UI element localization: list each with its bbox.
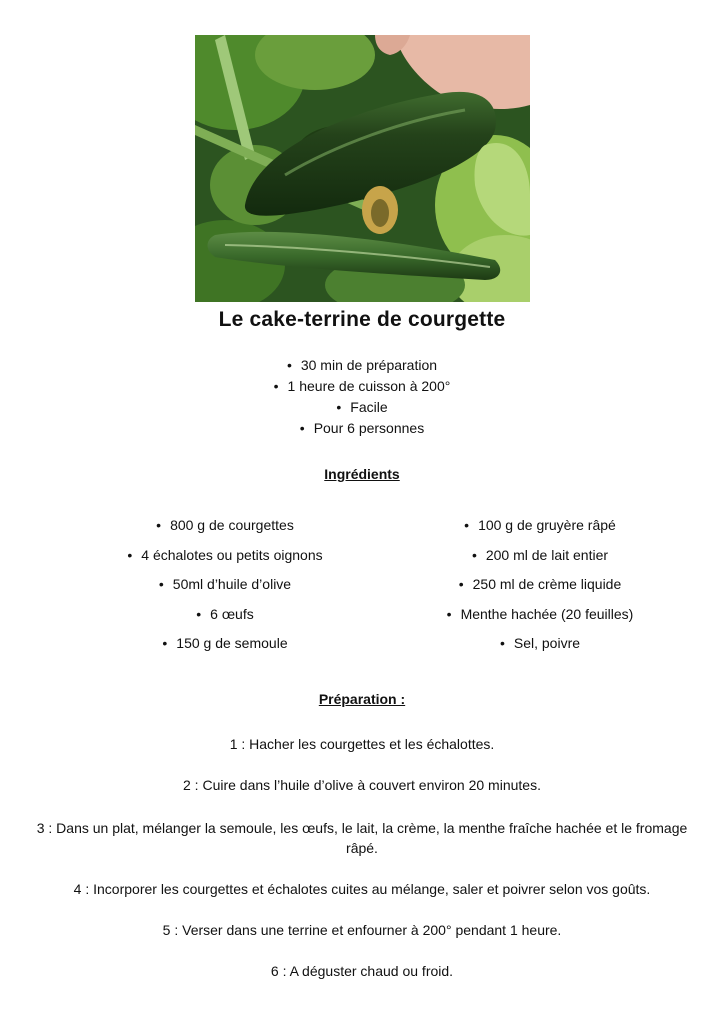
bullet-icon: • [499,635,505,651]
ingredient-text: 100 g de gruyère râpé [478,517,616,533]
recipe-info-list [0,355,724,439]
preparation-step-3: 3 : Dans un plat, mélanger la semoule, les œufs, le lait, la crème, la menthe fraîche hachée et le fromage râpé. [36,820,688,856]
info-item-prep-time [0,355,724,376]
info-item-servings [0,418,724,439]
ingredients-heading: Ingrédients [324,466,400,482]
ingredient-item [70,604,380,634]
ingredient-text: 800 g de courgettes [170,517,294,533]
bullet-icon: • [162,635,168,651]
bullet-icon: • [458,576,464,592]
ingredient-text: 150 g de semoule [176,635,288,651]
zucchini-photo [195,35,530,302]
ingredients-right-column [385,515,695,663]
ingredient-text: 250 ml de crème liquide [472,576,622,592]
ingredient-text: 4 échalotes ou petits oignons [141,546,323,563]
bullet-icon: • [158,576,164,592]
zucchini-photo-drawing [195,35,530,302]
ingredient-text: 200 ml de lait entier [485,546,609,563]
ingredient-item [385,574,695,604]
preparation-step-6: 6 : A déguster chaud ou froid. [270,963,454,979]
ingredients-left-column [70,515,380,663]
bullet-icon: • [286,357,292,373]
ingredient-item [70,633,380,663]
ingredient-item [385,515,695,545]
bullet-icon: • [464,517,470,533]
preparation-heading: Préparation : [318,691,406,707]
ingredient-item [385,604,695,634]
bullet-icon: • [471,546,477,563]
ingredient-item [70,574,380,604]
info-text: Facile [350,399,388,415]
preparation-step-4: 4 : Incorporer les courgettes et échalotes cuites au mélange, saler et poivrer selon vos goûts. [73,881,651,897]
info-text: 1 heure de cuisson à 200° [287,378,451,394]
bullet-icon: • [273,378,279,394]
ingredient-text: 50ml d’huile d’olive [172,576,292,592]
preparation-step-2: 2 : Cuire dans l’huile d’olive à couvert environ 20 minutes. [183,777,541,793]
ingredient-item [385,633,695,663]
ingredient-item [70,515,380,545]
recipe-title: Le cake-terrine de courgette [218,308,506,331]
ingredient-item [70,545,380,575]
bullet-icon: • [196,605,202,622]
ingredient-text: Menthe hachée (20 feuilles) [460,605,634,622]
ingredient-text: 6 œufs [210,605,254,622]
ingredient-text: Sel, poivre [513,635,581,651]
bullet-icon: • [127,546,133,563]
ingredient-item [385,545,695,575]
preparation-step-5: 5 : Verser dans une terrine et enfourner à 200° pendant 1 heure. [162,922,562,938]
bullet-icon: • [336,399,342,415]
info-text: Pour 6 personnes [313,420,425,436]
bullet-icon: • [446,605,452,622]
info-text: 30 min de préparation [300,357,438,373]
bullet-icon: • [299,420,305,436]
preparation-step-1: 1 : Hacher les courgettes et les échalottes. [229,736,495,752]
info-item-difficulty [0,397,724,418]
info-item-cook-time [0,376,724,397]
bullet-icon: • [156,517,162,533]
